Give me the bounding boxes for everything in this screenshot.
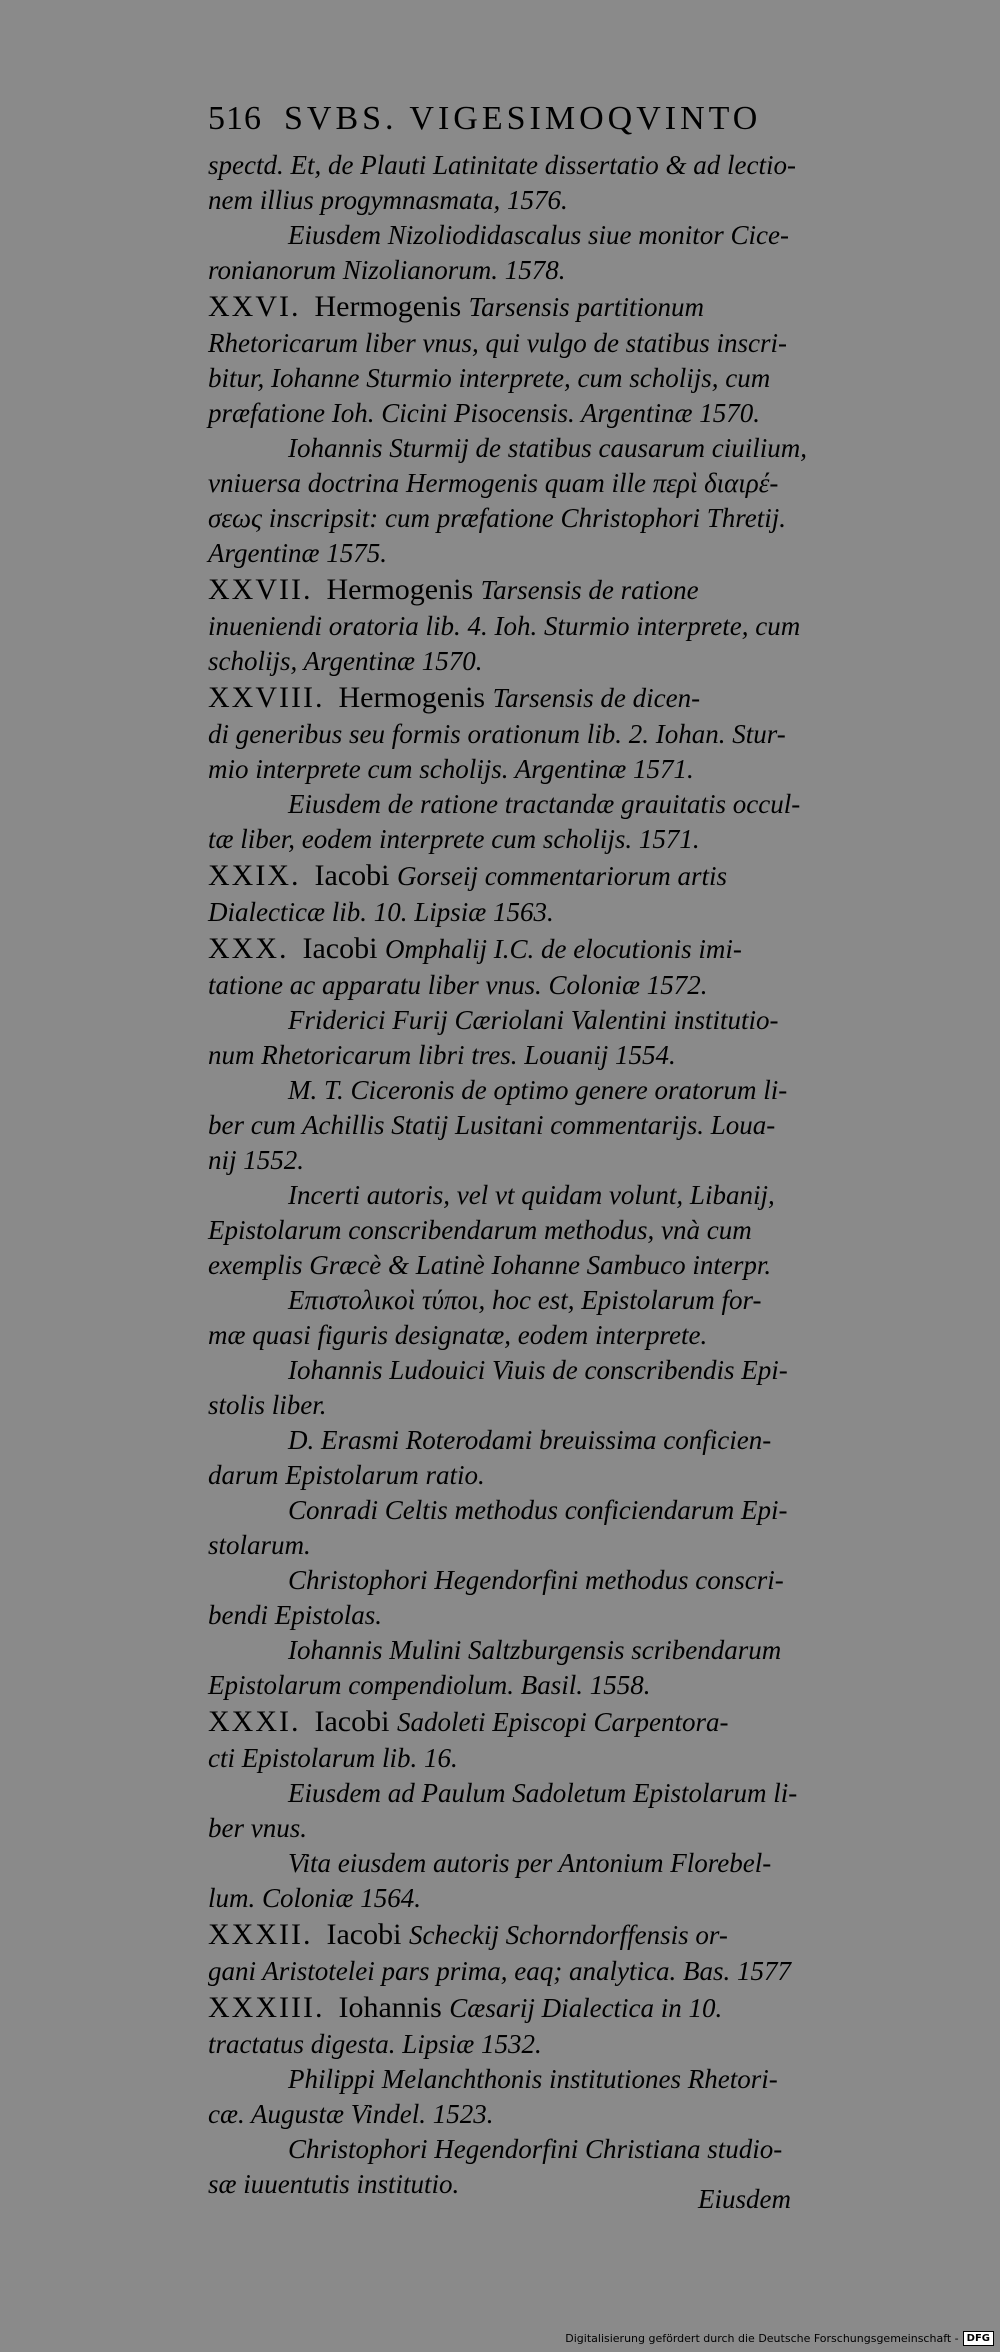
- author-name: Iacobi: [314, 1705, 390, 1738]
- entry-title: Omphalij I.C. de elocutionis imi-: [384, 934, 742, 964]
- entry-heading-line: [208, 679, 828, 717]
- entry-number: XXXIII.: [208, 1991, 325, 2024]
- entry-title: Scheckij Schorndorffensis or-: [408, 1920, 728, 1950]
- text-line: cti Epistolarum lib. 16.: [208, 1743, 458, 1773]
- footer-text: Digitalisierung gefördert durch die Deutsche Forschungsgemeinschaft -: [565, 2331, 959, 2345]
- page-header: [208, 100, 808, 144]
- text-line: darum Epistolarum ratio.: [208, 1460, 485, 1490]
- entry-heading-line: [208, 1916, 828, 1954]
- text-line: scholijs, Argentinæ 1570.: [208, 646, 483, 676]
- text-line: σεως inscripsit: cum præfatione Christophori Thretij.: [208, 503, 787, 533]
- author-name: Iohannis: [338, 1991, 442, 2024]
- text-line: Iohannis Sturmij de statibus causarum ciuilium,: [288, 433, 807, 463]
- entry-title: Tarsensis partitionum: [468, 292, 704, 322]
- text-line: præfatione Ioh. Cicini Pisocensis. Argentinæ 1570.: [208, 398, 760, 428]
- text-line: nem illius progymnasmata, 1576.: [208, 185, 568, 215]
- text-line: Dialecticæ lib. 10. Lipsiæ 1563.: [208, 897, 554, 927]
- author-name: Hermogenis: [326, 573, 474, 606]
- text-line: Eiusdem ad Paulum Sadoletum Epistolarum li-: [288, 1778, 798, 1808]
- entry-number: XXVII.: [208, 573, 313, 606]
- text-line: vniuersa doctrina Hermogenis quam ille περὶ διαιρέ-: [208, 468, 779, 498]
- text-line: mio interprete cum scholijs. Argentinæ 1571.: [208, 754, 694, 784]
- entry-number: XXVIII.: [208, 681, 325, 714]
- entry-title: Tarsensis de ratione: [480, 575, 699, 605]
- text-line: Iohannis Mulini Saltzburgensis scribendarum: [288, 1635, 782, 1665]
- text-line: D. Erasmi Roterodami breuissima conficien-: [288, 1425, 772, 1455]
- text-line: Rhetoricarum liber vnus, qui vulgo de statibus inscri-: [208, 328, 787, 358]
- text-line: Argentinæ 1575.: [208, 538, 387, 568]
- text-line: ronianorum Nizolianorum. 1578.: [208, 255, 566, 285]
- author-name: Hermogenis: [314, 290, 462, 323]
- text-line: Epistolarum compendiolum. Basil. 1558.: [208, 1670, 651, 1700]
- text-line: gani Aristotelei pars prima, eaq; analytica. Bas. 1577: [208, 1956, 791, 1986]
- text-line: Christophori Hegendorfini Christiana studio-: [288, 2134, 783, 2164]
- entry-number: XXXII.: [208, 1918, 313, 1951]
- text-line: Incerti autoris, vel vt quidam volunt, Libanij,: [288, 1180, 775, 1210]
- author-name: Iacobi: [326, 1918, 402, 1951]
- author-name: Iacobi: [302, 932, 378, 965]
- text-line: Επιστολικοὶ τύποι, hoc est, Epistolarum for-: [288, 1285, 762, 1315]
- text-line: inueniendi oratoria lib. 4. Ioh. Sturmio interprete, cum: [208, 611, 801, 641]
- text-line: Epistolarum conscribendarum methodus, vnà cum: [208, 1215, 752, 1245]
- text-line: bendi Epistolas.: [208, 1600, 382, 1630]
- page-body: [208, 148, 828, 2202]
- text-line: stolarum.: [208, 1530, 311, 1560]
- text-line: tractatus digesta. Lipsiæ 1532.: [208, 2029, 542, 2059]
- text-line: ber vnus.: [208, 1813, 307, 1843]
- text-line: lum. Coloniæ 1564.: [208, 1883, 422, 1913]
- catchword: Eiusdem: [698, 2184, 791, 2214]
- text-line: sæ iuuentutis institutio.: [208, 2169, 460, 2199]
- text-line: mæ quasi figuris designatæ, eodem interprete.: [208, 1320, 708, 1350]
- text-line: Christophori Hegendorfini methodus conscri-: [288, 1565, 784, 1595]
- page-number: 516: [208, 100, 262, 137]
- text-line: Iohannis Ludouici Viuis de conscribendis Epi-: [288, 1355, 788, 1385]
- entry-number: XXX.: [208, 932, 289, 965]
- running-title: SVBS. VIGESIMOQVINTO: [284, 100, 762, 137]
- author-name: Iacobi: [314, 859, 390, 892]
- dfg-logo: DFG: [963, 2331, 994, 2346]
- entry-number: XXXI.: [208, 1705, 301, 1738]
- text-line: spectd. Et, de Plauti Latinitate dissertatio & ad lectio-: [208, 150, 796, 180]
- text-line: M. T. Ciceronis de optimo genere oratorum li-: [288, 1075, 788, 1105]
- text-line: nij 1552.: [208, 1145, 305, 1175]
- entry-heading-line: [208, 1989, 828, 2027]
- text-line: tæ liber, eodem interprete cum scholijs. 1571.: [208, 824, 700, 854]
- entry-heading-line: [208, 288, 828, 326]
- text-line: Friderici Furij Cæriolani Valentini institutio-: [288, 1005, 779, 1035]
- text-line: di generibus seu formis orationum lib. 2. Iohan. Stur-: [208, 719, 786, 749]
- entry-heading-line: [208, 857, 828, 895]
- entry-heading-line: [208, 571, 828, 609]
- author-name: Hermogenis: [338, 681, 486, 714]
- footer: [565, 2328, 994, 2348]
- entry-title: Cæsarij Dialectica in 10.: [449, 1993, 723, 2023]
- text-line: ber cum Achillis Statij Lusitani commentarijs. Loua-: [208, 1110, 776, 1140]
- text-line: num Rhetoricarum libri tres. Louanij 1554.: [208, 1040, 676, 1070]
- text-line: Philippi Melanchthonis institutiones Rhetori-: [288, 2064, 778, 2094]
- text-line: bitur, Iohanne Sturmio interprete, cum scholijs, cum: [208, 363, 771, 393]
- entry-title: Sadoleti Episcopi Carpentora-: [396, 1707, 729, 1737]
- text-line: Vita eiusdem autoris per Antonium Florebel-: [288, 1848, 772, 1878]
- entry-heading-line: [208, 1703, 828, 1741]
- text-line: Conradi Celtis methodus conficiendarum Epi-: [288, 1495, 788, 1525]
- entry-heading-line: [208, 930, 828, 968]
- entry-title: Tarsensis de dicen-: [492, 683, 701, 713]
- text-line: exemplis Græcè & Latinè Iohanne Sambuco interpr.: [208, 1250, 772, 1280]
- text-line: Eiusdem Nizoliodidascalus siue monitor Cice-: [288, 220, 789, 250]
- text-line: cæ. Augustæ Vindel. 1523.: [208, 2099, 494, 2129]
- entry-title: Gorseij commentariorum artis: [396, 861, 727, 891]
- text-line: Eiusdem de ratione tractandæ grauitatis occul-: [288, 789, 801, 819]
- entry-number: XXVI.: [208, 290, 301, 323]
- entry-number: XXIX.: [208, 859, 301, 892]
- text-line: stolis liber.: [208, 1390, 327, 1420]
- text-line: tatione ac apparatu liber vnus. Coloniæ 1572.: [208, 970, 708, 1000]
